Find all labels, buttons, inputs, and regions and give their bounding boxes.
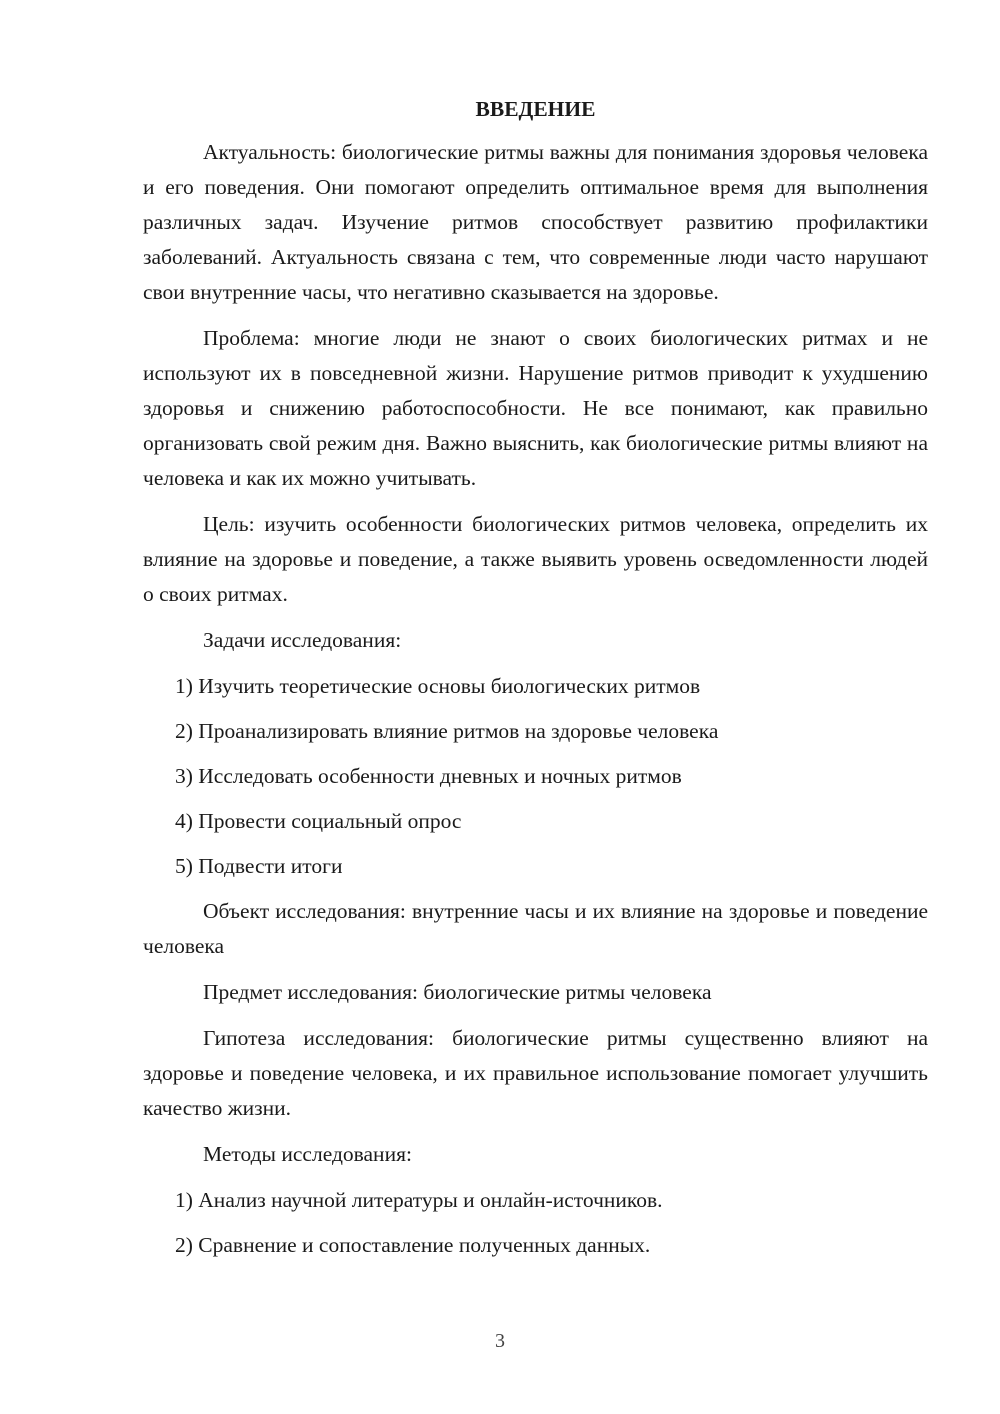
method-item-1: 1) Анализ научной литературы и онлайн-источников. <box>175 1188 663 1212</box>
task-item-1: 1) Изучить теоретические основы биологических ритмов <box>175 674 701 698</box>
paragraph-subject: Предмет исследования: биологические ритмы человека <box>203 980 712 1004</box>
page-content <box>143 92 928 1273</box>
paragraph-goal: Цель: изучить особенности биологических ритмов человека, определить их влияние на здоровье и поведение, а также выявить уровень осведомленности людей о своих ритмах. <box>143 512 928 606</box>
paragraph-relevance: Актуальность: биологические ритмы важны для понимания здоровья человека и его поведения. Они помогают определить оптимальное время для выполнения различных задач. Изучение ритмов способствует развитию профилактики заболеваний. Актуальность связана с тем, что современные люди часто нарушают свои внутренние часы, что негативно сказывается на здоровье. <box>143 140 928 304</box>
section-title: ВВЕДЕНИЕ <box>475 97 596 121</box>
methods-heading: Методы исследования: <box>203 1142 412 1166</box>
paragraph-object: Объект исследования: внутренние часы и их влияние на здоровье и поведение человека <box>143 899 928 958</box>
task-item-4: 4) Провести социальный опрос <box>175 809 462 833</box>
paragraph-problem: Проблема: многие люди не знают о своих биологических ритмах и не используют их в повседневной жизни. Нарушение ритмов приводит к ухудшению здоровья и снижению работоспособности. Не все понимают, как правильно организовать свой режим дня. Важно выяснить, как биологические ритмы влияют на человека и как их можно учитывать. <box>143 326 928 490</box>
method-item-2: 2) Сравнение и сопоставление полученных данных. <box>175 1233 651 1257</box>
tasks-heading: Задачи исследования: <box>203 628 402 652</box>
task-item-2: 2) Проанализировать влияние ритмов на здоровье человека <box>175 719 719 743</box>
task-item-3: 3) Исследовать особенности дневных и ночных ритмов <box>175 764 682 788</box>
task-item-5: 5) Подвести итоги <box>175 854 343 878</box>
page-number: 3 <box>495 1330 505 1352</box>
paragraph-hypothesis: Гипотеза исследования: биологические ритмы существенно влияют на здоровье и поведение человека, и их правильное использование помогает улучшить качество жизни. <box>143 1026 928 1120</box>
